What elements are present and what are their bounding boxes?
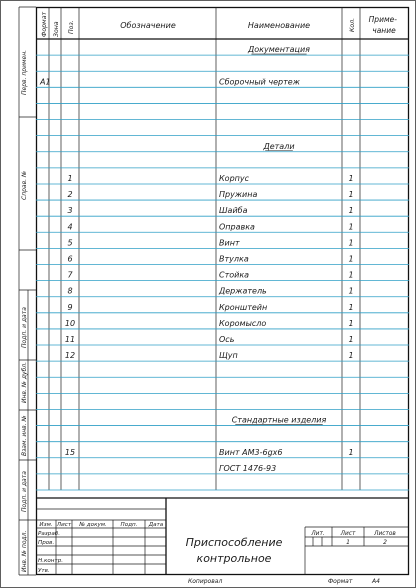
- tb-role-nkontr: Н.контр.: [38, 558, 64, 564]
- footer-format-label: Формат: [328, 578, 353, 585]
- row-name: Винт АМ3-6gx6: [219, 447, 283, 457]
- row-quantity: 1: [348, 318, 354, 328]
- margin-label-vzam-inv: Взам. инв. №: [21, 415, 28, 456]
- section-heading: Стандартные изделия: [231, 415, 327, 425]
- tb-col-list: Лист: [56, 522, 72, 528]
- row-name: Держатель: [219, 286, 267, 296]
- tb-col-izm: Изм.: [39, 522, 53, 528]
- row-quantity: 1: [348, 302, 354, 312]
- row-name: Оправка: [219, 222, 255, 232]
- footer-copied: Копировал: [188, 578, 223, 585]
- margin-label-inv-podl: Инв. № подл.: [21, 530, 28, 572]
- row-name: Пружина: [219, 190, 258, 200]
- margin-label-perv-primen: Перв. примен.: [21, 49, 28, 95]
- tb-role-utv: Утв.: [38, 568, 50, 574]
- row-name: Сборочный чертеж: [219, 77, 300, 87]
- tb-col-date: Дата: [148, 522, 164, 528]
- row-name: Корпус: [219, 173, 250, 183]
- row-position: 12: [64, 351, 76, 361]
- section-heading: Детали: [263, 141, 295, 151]
- tb-sheet-value: 1: [346, 539, 350, 546]
- margin-label-podp-date-1: Подп. и дата: [21, 307, 28, 348]
- row-position: 2: [67, 190, 73, 200]
- tb-sheet-label: Лист: [340, 531, 356, 537]
- row-quantity: 1: [348, 238, 354, 248]
- row-quantity: 1: [348, 173, 354, 183]
- margin-label-sprav-no: Справ. №: [21, 170, 28, 200]
- row-quantity: 1: [348, 447, 354, 457]
- row-position: 6: [67, 254, 73, 264]
- section-heading: Документация: [248, 45, 310, 55]
- row-quantity: 1: [348, 190, 354, 200]
- footer: [188, 578, 380, 585]
- margin-label-inv-dubl: Инв. № дубл.: [21, 361, 28, 403]
- row-name: Коромысло: [219, 318, 267, 328]
- header-zone: Зона: [53, 21, 60, 37]
- tb-col-doc: № докум.: [79, 522, 107, 528]
- row-name: Винт: [219, 238, 240, 248]
- tb-sheets-value: 2: [383, 539, 387, 546]
- row-name: Шайба: [219, 206, 248, 216]
- left-margin: [19, 7, 36, 575]
- tb-lit-label: Лит.: [311, 531, 325, 537]
- row-quantity: 1: [348, 222, 354, 232]
- tb-sheets-label: Листов: [374, 531, 396, 537]
- header-note: Приме- чание: [368, 15, 397, 35]
- row-position: 5: [67, 238, 73, 248]
- row-position: 3: [67, 206, 73, 216]
- row-position: 4: [67, 222, 73, 232]
- tb-col-podp: Подп.: [120, 522, 138, 528]
- margin-label-podp-date-2: Подп. и дата: [21, 471, 28, 512]
- tb-role-razrab: Разраб.: [38, 531, 60, 537]
- row-quantity: 1: [348, 286, 354, 296]
- row-position: 7: [67, 270, 73, 280]
- row-quantity: 1: [348, 254, 354, 264]
- row-name: Втулка: [219, 254, 249, 264]
- row-position: 1: [67, 173, 73, 183]
- row-position: 8: [67, 286, 73, 296]
- row-quantity: 1: [348, 351, 354, 361]
- footer-format-value: А4: [372, 578, 380, 585]
- tb-role-prov: Пров.: [38, 540, 55, 546]
- row-name: Стойка: [219, 270, 250, 280]
- header-name: Наименование: [247, 21, 311, 30]
- row-name: ГОСТ 1476-93: [219, 463, 277, 473]
- row-name: Ось: [219, 335, 235, 345]
- row-position: 15: [64, 447, 76, 457]
- header-designation: Обозначение: [120, 21, 176, 30]
- row-position: 11: [64, 335, 76, 345]
- document-title-line2: контрольное: [196, 552, 272, 565]
- row-quantity: 1: [348, 206, 354, 216]
- header-pos: Поз.: [68, 20, 75, 34]
- header-qty: Кол.: [349, 17, 356, 32]
- row-format: А1: [40, 77, 51, 87]
- row-quantity: 1: [348, 335, 354, 345]
- row-position: 10: [64, 318, 76, 328]
- spec-table-body: [36, 45, 409, 490]
- document-title-line1: Приспособление: [185, 536, 283, 549]
- row-position: 9: [67, 302, 73, 312]
- row-name: Кронштейн: [219, 302, 268, 312]
- header-format: Формат: [41, 11, 48, 37]
- title-block: [36, 498, 409, 575]
- row-name: Щуп: [219, 351, 238, 361]
- row-quantity: 1: [348, 270, 354, 280]
